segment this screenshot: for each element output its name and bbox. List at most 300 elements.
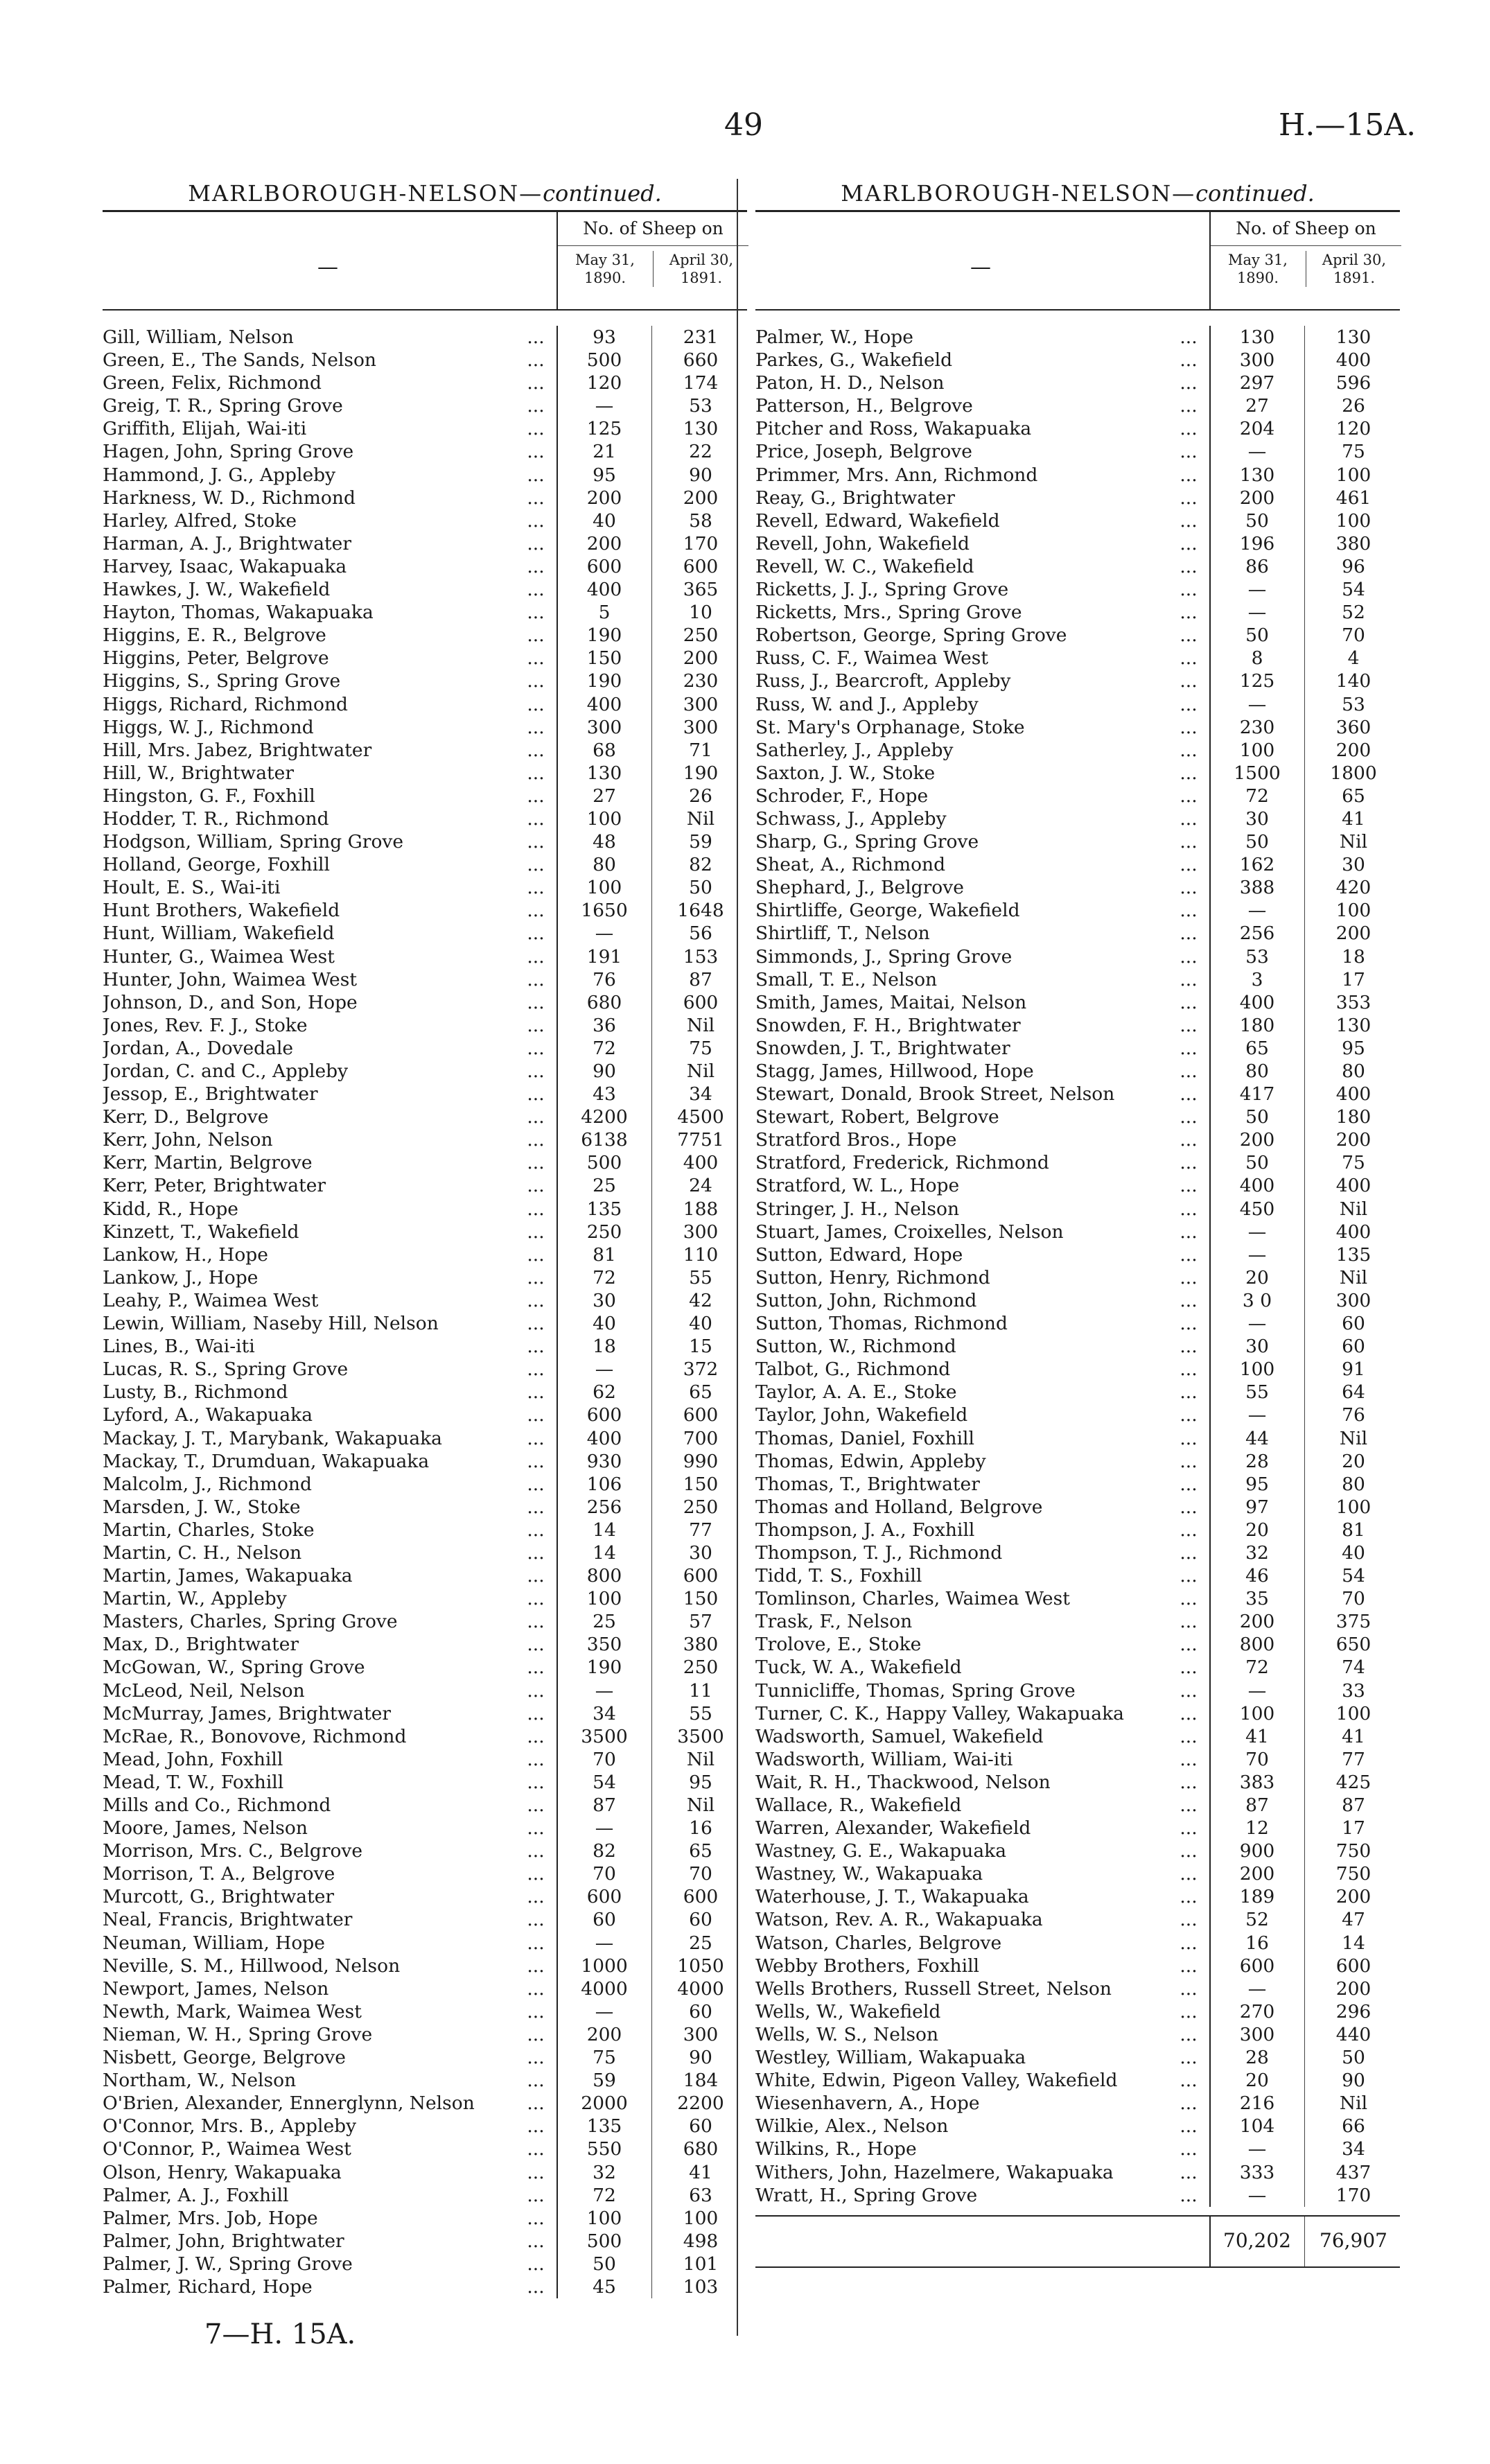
table-row xyxy=(755,394,1400,417)
sheep-may-1890: 93 xyxy=(593,326,616,348)
page-footer: 7—H. 15A. xyxy=(204,2318,356,2350)
owner-name: Saxton, J. W., Stoke xyxy=(755,762,936,784)
table-row xyxy=(103,647,747,670)
owner-name: Wilkie, Alex., Nelson xyxy=(755,2115,949,2138)
sheep-april-1891: 18 xyxy=(1342,945,1365,968)
sheep-april-1891: 200 xyxy=(683,647,719,670)
sheep-april-1891: Nil xyxy=(1339,831,1368,853)
leader-dots: ... xyxy=(527,2000,545,2022)
sheep-april-1891: 600 xyxy=(683,991,719,1013)
owner-name: Wastney, G. E., Wakapuaka xyxy=(755,1840,1006,1862)
owner-name: Griffith, Elijah, Wai-iti xyxy=(103,418,307,440)
sheep-may-1890: 900 xyxy=(1239,1840,1275,1862)
sheep-april-1891: 150 xyxy=(683,1473,719,1495)
sheep-may-1890: 12 xyxy=(1245,1817,1269,1840)
leader-dots: ... xyxy=(1180,1519,1198,1541)
leader-dots: ... xyxy=(1180,1450,1198,1472)
sheep-may-1890: 3 0 xyxy=(1242,1289,1272,1311)
table-row xyxy=(103,1955,747,1977)
sheep-april-1891: 190 xyxy=(683,762,719,784)
owner-name: Johnson, D., and Son, Hope xyxy=(103,991,358,1013)
owner-name: Pitcher and Ross, Wakapuaka xyxy=(755,418,1032,440)
table-row xyxy=(755,716,1400,739)
sheep-april-1891: 400 xyxy=(1335,1175,1371,1197)
sheep-may-1890: 130 xyxy=(1239,464,1275,486)
table-row xyxy=(103,1404,747,1426)
table-row xyxy=(755,1014,1400,1037)
leader-dots: ... xyxy=(527,2138,545,2160)
table-row xyxy=(755,1473,1400,1496)
sheep-april-1891: 40 xyxy=(689,1313,712,1335)
owner-name: Hoult, E. S., Wai-iti xyxy=(103,877,281,899)
sheep-may-1890: 80 xyxy=(1245,1060,1269,1082)
sheep-may-1890: 1500 xyxy=(1234,762,1281,784)
owner-name: Higgins, Peter, Belgrove xyxy=(103,647,329,670)
table-row xyxy=(103,1679,747,1702)
leader-dots: ... xyxy=(527,1450,545,1472)
sheep-may-1890: 53 xyxy=(1245,945,1269,968)
sheep-may-1890: 400 xyxy=(586,1427,622,1449)
sheep-may-1890: 388 xyxy=(1239,877,1275,899)
owner-name: Newth, Mark, Waimea West xyxy=(103,2000,362,2022)
owner-name: Snowden, J. T., Brightwater xyxy=(755,1037,1010,1059)
table-row xyxy=(755,1496,1400,1519)
owner-name: Wratt, H., Spring Grove xyxy=(755,2184,978,2206)
sheep-may-1890: 32 xyxy=(593,2161,616,2183)
sheep-may-1890: 3500 xyxy=(581,1725,628,1747)
sheep-april-1891: 87 xyxy=(689,968,712,990)
owner-name: Lewin, William, Naseby Hill, Nelson xyxy=(103,1313,439,1335)
leader-dots: ... xyxy=(1180,1679,1198,1702)
table-row xyxy=(755,876,1400,899)
left-col-may-1890: May 31, 1890. xyxy=(575,252,635,286)
owner-name: Kerr, Peter, Brightwater xyxy=(103,1175,326,1197)
table-row xyxy=(103,2230,747,2253)
document-reference: H.—15A. xyxy=(1279,107,1417,143)
leader-dots: ... xyxy=(1180,1243,1198,1266)
table-row xyxy=(755,1106,1400,1128)
leader-dots: ... xyxy=(527,1702,545,1724)
leader-dots: ... xyxy=(1180,1473,1198,1495)
leader-dots: ... xyxy=(1180,441,1198,463)
leader-dots: ... xyxy=(1180,762,1198,784)
owner-name: Palmer, John, Brightwater xyxy=(103,2230,344,2252)
leader-dots: ... xyxy=(1180,1794,1198,1816)
sheep-april-1891: 17 xyxy=(1342,968,1365,990)
leader-dots: ... xyxy=(1180,968,1198,990)
owner-name: Stuart, James, Croixelles, Nelson xyxy=(755,1221,1064,1243)
sheep-april-1891: 11 xyxy=(689,1679,712,1702)
leader-dots: ... xyxy=(1180,1175,1198,1197)
sheep-may-1890: 125 xyxy=(586,418,622,440)
table-row xyxy=(103,1014,747,1037)
table-row xyxy=(103,1083,747,1106)
sheep-may-1890: 150 xyxy=(586,647,622,670)
owner-name: Wallace, R., Wakefield xyxy=(755,1794,962,1816)
sheep-april-1891: 50 xyxy=(689,877,712,899)
table-row xyxy=(103,762,747,785)
sheep-may-1890: 54 xyxy=(593,1771,616,1793)
owner-name: Revell, Edward, Wakefield xyxy=(755,509,1000,532)
sheep-may-1890: 190 xyxy=(586,624,622,647)
sheep-may-1890: 100 xyxy=(586,1588,622,1610)
sheep-may-1890: 32 xyxy=(1245,1541,1269,1564)
sheep-april-1891: 7751 xyxy=(677,1129,724,1151)
sheep-april-1891: 60 xyxy=(689,1909,712,1931)
owner-name: Shirtliffe, George, Wakefield xyxy=(755,900,1020,922)
owner-name: Tidd, T. S., Foxhill xyxy=(755,1565,922,1587)
owner-name: Morrison, Mrs. C., Belgrove xyxy=(103,1840,363,1862)
sheep-april-1891: 58 xyxy=(689,509,712,532)
leader-dots: ... xyxy=(527,923,545,945)
right-col-april-1891: April 30, 1891. xyxy=(1306,251,1402,287)
owner-name: Smith, James, Maitai, Nelson xyxy=(755,991,1027,1013)
leader-dots: ... xyxy=(1180,1817,1198,1840)
sheep-may-1890: 333 xyxy=(1239,2161,1275,2183)
sheep-may-1890: — xyxy=(1247,2184,1267,2206)
leader-dots: ... xyxy=(1180,624,1198,647)
table-row xyxy=(103,555,747,578)
sheep-april-1891: 120 xyxy=(1335,418,1371,440)
leader-dots: ... xyxy=(527,1840,545,1862)
sheep-may-1890: 200 xyxy=(1239,1863,1275,1885)
sheep-april-1891: 600 xyxy=(683,1565,719,1587)
sheep-may-1890: 80 xyxy=(593,854,616,876)
leader-dots: ... xyxy=(527,647,545,670)
sheep-may-1890: 86 xyxy=(1245,555,1269,577)
leader-dots: ... xyxy=(1180,647,1198,670)
leader-dots: ... xyxy=(1180,1588,1198,1610)
sheep-may-1890: — xyxy=(1247,441,1267,463)
owner-name: Wastney, W., Wakapuaka xyxy=(755,1863,983,1885)
sheep-april-1891: 660 xyxy=(683,349,719,372)
sheep-april-1891: 3500 xyxy=(677,1725,724,1747)
leader-dots: ... xyxy=(527,831,545,853)
table-row xyxy=(755,1656,1400,1679)
leader-dots: ... xyxy=(1180,1358,1198,1381)
leader-dots: ... xyxy=(1180,1634,1198,1656)
sheep-may-1890: 800 xyxy=(586,1565,622,1587)
sheep-may-1890: 200 xyxy=(586,532,622,554)
sheep-april-1891: 91 xyxy=(1342,1358,1365,1381)
sheep-april-1891: 77 xyxy=(1342,1748,1365,1770)
owner-name: McRae, R., Bonovove, Richmond xyxy=(103,1725,407,1747)
leader-dots: ... xyxy=(527,555,545,577)
owner-name: Murcott, G., Brightwater xyxy=(103,1886,335,1908)
leader-dots: ... xyxy=(1180,1106,1198,1128)
owner-name: Sheat, A., Richmond xyxy=(755,854,946,876)
sheep-may-1890: 135 xyxy=(586,2115,622,2138)
sheep-april-1891: 110 xyxy=(683,1243,719,1266)
owner-name: Higgins, E. R., Belgrove xyxy=(103,624,326,647)
sheep-may-1890: 50 xyxy=(1245,624,1269,647)
owner-name: Leahy, P., Waimea West xyxy=(103,1289,319,1311)
table-row xyxy=(755,1519,1400,1541)
sheep-may-1890: 45 xyxy=(593,2275,616,2298)
sheep-april-1891: 250 xyxy=(683,624,719,647)
leader-dots: ... xyxy=(527,1313,545,1335)
sheep-april-1891: 400 xyxy=(1335,1083,1371,1106)
leader-dots: ... xyxy=(527,2253,545,2275)
owner-name: Revell, W. C., Wakefield xyxy=(755,555,974,577)
sheep-may-1890: — xyxy=(1247,1404,1267,1426)
sheep-april-1891: 596 xyxy=(1335,372,1371,394)
owner-name: Parkes, G., Wakefield xyxy=(755,349,953,372)
leader-dots: ... xyxy=(527,1955,545,1977)
table-row xyxy=(755,349,1400,372)
sheep-may-1890: 36 xyxy=(593,1014,616,1036)
leader-dots: ... xyxy=(527,1657,545,1679)
sheep-april-1891: 24 xyxy=(689,1175,712,1197)
sheep-may-1890: 97 xyxy=(1245,1496,1269,1518)
table-row xyxy=(103,578,747,601)
sheep-may-1890: 27 xyxy=(1245,395,1269,417)
owner-name: Hill, Mrs. Jabez, Brightwater xyxy=(103,739,372,761)
sheep-may-1890: 27 xyxy=(593,785,616,807)
sheep-april-1891: 77 xyxy=(689,1519,712,1541)
sheep-april-1891: 365 xyxy=(683,579,719,601)
leader-dots: ... xyxy=(1180,900,1198,922)
table-row xyxy=(755,2184,1400,2207)
owner-name: Harman, A. J., Brightwater xyxy=(103,532,352,554)
owner-name: Hammond, J. G., Appleby xyxy=(103,464,336,486)
sheep-may-1890: 130 xyxy=(1239,326,1275,348)
owner-name: Hunt, William, Wakefield xyxy=(103,923,335,945)
owner-name: Schwass, J., Appleby xyxy=(755,807,947,830)
sheep-may-1890: 100 xyxy=(1239,1358,1275,1381)
sheep-april-1891: 103 xyxy=(683,2275,719,2298)
table-row xyxy=(103,1243,747,1266)
owner-name: Hodgson, William, Spring Grove xyxy=(103,831,404,853)
leader-dots: ... xyxy=(1180,807,1198,830)
sheep-april-1891: 42 xyxy=(689,1289,712,1311)
owner-name: Small, T. E., Nelson xyxy=(755,968,938,990)
sheep-april-1891: Nil xyxy=(1339,1266,1368,1288)
sheep-april-1891: 200 xyxy=(1335,1977,1371,2000)
sheep-april-1891: 70 xyxy=(1342,624,1365,647)
table-row xyxy=(103,1266,747,1289)
owner-name: Higgs, Richard, Richmond xyxy=(103,693,349,715)
leader-dots: ... xyxy=(1180,1611,1198,1633)
leader-dots: ... xyxy=(1180,1037,1198,1059)
table-row xyxy=(103,2207,747,2230)
table-row xyxy=(755,2138,1400,2160)
owner-name: Revell, John, Wakefield xyxy=(755,532,970,554)
leader-dots: ... xyxy=(527,991,545,1013)
table-row xyxy=(103,2092,747,2115)
table-row xyxy=(103,1541,747,1564)
table-row xyxy=(103,2138,747,2160)
sheep-may-1890: 16 xyxy=(1245,1932,1269,1954)
total-may-1890: 70,202 xyxy=(1223,2228,1291,2252)
leader-dots: ... xyxy=(527,2184,545,2206)
leader-dots: ... xyxy=(527,1289,545,1311)
owner-name: Olson, Henry, Wakapuaka xyxy=(103,2161,342,2183)
leader-dots: ... xyxy=(527,968,545,990)
table-row xyxy=(103,1037,747,1060)
sheep-april-1891: 65 xyxy=(1342,785,1365,807)
sheep-may-1890: 70 xyxy=(593,1863,616,1885)
sheep-april-1891: 76 xyxy=(1342,1404,1365,1426)
leader-dots: ... xyxy=(527,1817,545,1840)
leader-dots: ... xyxy=(1180,1336,1198,1358)
sheep-april-1891: 95 xyxy=(689,1771,712,1793)
totals-row xyxy=(755,2215,1400,2268)
sheep-april-1891: 300 xyxy=(683,716,719,738)
owner-name: Tunnicliffe, Thomas, Spring Grove xyxy=(755,1679,1076,1702)
owner-name: Hunt Brothers, Wakefield xyxy=(103,900,340,922)
leader-dots: ... xyxy=(527,532,545,554)
owner-name: Shephard, J., Belgrove xyxy=(755,877,964,899)
owner-name: Mead, John, Foxhill xyxy=(103,1748,283,1770)
sheep-may-1890: 100 xyxy=(586,877,622,899)
sheep-may-1890: 383 xyxy=(1239,1771,1275,1793)
sheep-april-1891: 425 xyxy=(1335,1771,1371,1793)
sheep-may-1890: 30 xyxy=(1245,1336,1269,1358)
sheep-may-1890: 180 xyxy=(1239,1014,1275,1036)
table-row xyxy=(103,1977,747,2000)
sheep-april-1891: 130 xyxy=(1335,326,1371,348)
sheep-may-1890: 14 xyxy=(593,1541,616,1564)
leader-dots: ... xyxy=(1180,670,1198,692)
sheep-april-1891: 56 xyxy=(689,923,712,945)
owner-name: Mackay, J. T., Marybank, Wakapuaka xyxy=(103,1427,442,1449)
leader-dots: ... xyxy=(1180,464,1198,486)
sheep-may-1890: 40 xyxy=(593,1313,616,1335)
owner-name: Wells Brothers, Russell Street, Nelson xyxy=(755,1977,1112,2000)
sheep-may-1890: 95 xyxy=(1245,1473,1269,1495)
leader-dots: ... xyxy=(1180,991,1198,1013)
table-row xyxy=(755,807,1400,830)
sheep-may-1890: 4200 xyxy=(581,1106,628,1128)
owner-name: Schroder, F., Hope xyxy=(755,785,929,807)
leader-dots: ... xyxy=(1180,1129,1198,1151)
sheep-may-1890: 800 xyxy=(1239,1634,1275,1656)
sheep-april-1891: Nil xyxy=(686,807,715,830)
sheep-may-1890: 256 xyxy=(1239,923,1275,945)
sheep-april-1891: 437 xyxy=(1335,2161,1371,2183)
sheep-april-1891: 95 xyxy=(1342,1037,1365,1059)
owner-name: Mead, T. W., Foxhill xyxy=(103,1771,284,1793)
owner-name: Thomas, Edwin, Appleby xyxy=(755,1450,986,1472)
sheep-may-1890: — xyxy=(1247,1243,1267,1266)
owner-name: Sutton, Edward, Hope xyxy=(755,1243,963,1266)
table-row xyxy=(103,1335,747,1358)
owner-name: Hunter, G., Waimea West xyxy=(103,945,335,968)
sheep-april-1891: 231 xyxy=(683,326,719,348)
table-row xyxy=(103,2000,747,2023)
sheep-may-1890: 46 xyxy=(1245,1565,1269,1587)
table-row xyxy=(103,1564,747,1587)
table-row xyxy=(755,2092,1400,2115)
leader-dots: ... xyxy=(527,1175,545,1197)
sheep-may-1890: 930 xyxy=(586,1450,622,1472)
owner-name: Russ, W. and J., Appleby xyxy=(755,693,979,715)
owner-name: Warren, Alexander, Wakefield xyxy=(755,1817,1031,1840)
right-column-title xyxy=(755,177,1400,210)
sheep-may-1890: 120 xyxy=(586,372,622,394)
sheep-may-1890: — xyxy=(1247,1679,1267,1702)
sheep-may-1890: 500 xyxy=(586,2230,622,2252)
sheep-may-1890: 300 xyxy=(586,716,622,738)
table-row xyxy=(755,785,1400,807)
sheep-may-1890: 40 xyxy=(593,509,616,532)
table-row xyxy=(755,578,1400,601)
table-row xyxy=(755,1266,1400,1289)
sheep-may-1890: 70 xyxy=(593,1748,616,1770)
sheep-may-1890: — xyxy=(595,395,614,417)
sheep-april-1891: 60 xyxy=(689,2115,712,2138)
left-col-april-1891: April 30, 1891. xyxy=(653,251,749,287)
leader-dots: ... xyxy=(527,1152,545,1174)
table-row xyxy=(103,1817,747,1840)
owner-name: Hill, W., Brightwater xyxy=(103,762,295,784)
owner-name: Kerr, John, Nelson xyxy=(103,1129,273,1151)
leader-dots: ... xyxy=(527,785,545,807)
sheep-april-1891: Nil xyxy=(686,1060,715,1082)
sheep-may-1890: 4000 xyxy=(581,1977,628,2000)
sheep-april-1891: 300 xyxy=(1335,1289,1371,1311)
owner-name: McLeod, Neil, Nelson xyxy=(103,1679,305,1702)
sheep-may-1890: 20 xyxy=(1245,2070,1269,2092)
sheep-may-1890: 100 xyxy=(586,807,622,830)
sheep-may-1890: 65 xyxy=(1245,1037,1269,1059)
table-row xyxy=(755,1840,1400,1862)
table-row xyxy=(755,2000,1400,2023)
table-row xyxy=(755,1450,1400,1473)
sheep-may-1890: 72 xyxy=(593,2184,616,2206)
table-row xyxy=(755,830,1400,853)
sheep-april-1891: 41 xyxy=(689,2161,712,2183)
owner-name: Trolove, E., Stoke xyxy=(755,1634,922,1656)
sheep-april-1891: 230 xyxy=(683,670,719,692)
leader-dots: ... xyxy=(1180,2092,1198,2115)
leader-dots: ... xyxy=(527,1037,545,1059)
table-row xyxy=(755,1198,1400,1221)
leader-dots: ... xyxy=(1180,326,1198,348)
table-row xyxy=(755,417,1400,440)
table-row xyxy=(103,1840,747,1862)
leader-dots: ... xyxy=(527,349,545,372)
owner-name: Waterhouse, J. T., Wakapuaka xyxy=(755,1886,1029,1908)
table-row xyxy=(103,1885,747,1908)
sheep-april-1891: 200 xyxy=(1335,1886,1371,1908)
owner-name: Martin, Charles, Stoke xyxy=(103,1519,315,1541)
sheep-may-1890: 72 xyxy=(1245,785,1269,807)
leader-dots: ... xyxy=(527,509,545,532)
table-row xyxy=(755,1932,1400,1955)
sheep-may-1890: 600 xyxy=(586,555,622,577)
leader-dots: ... xyxy=(527,693,545,715)
owner-name: Shirtliff, T., Nelson xyxy=(755,923,930,945)
leader-dots: ... xyxy=(527,1588,545,1610)
table-row xyxy=(103,1060,747,1083)
owner-name: Robertson, George, Spring Grove xyxy=(755,624,1067,647)
page-number: 49 xyxy=(724,107,763,143)
leader-dots: ... xyxy=(1180,2070,1198,2092)
leader-dots: ... xyxy=(1180,555,1198,577)
sheep-april-1891: 100 xyxy=(1335,509,1371,532)
owner-name: Gill, William, Nelson xyxy=(103,326,294,348)
sheep-may-1890: — xyxy=(1247,693,1267,715)
leader-dots: ... xyxy=(1180,877,1198,899)
sheep-april-1891: 33 xyxy=(1342,1679,1365,1702)
sheep-april-1891: 90 xyxy=(689,464,712,486)
leader-dots: ... xyxy=(1180,1886,1198,1908)
owner-name: McMurray, James, Brightwater xyxy=(103,1702,392,1724)
owner-name: Stratford, W. L., Hope xyxy=(755,1175,960,1197)
sheep-april-1891: 600 xyxy=(683,1404,719,1426)
